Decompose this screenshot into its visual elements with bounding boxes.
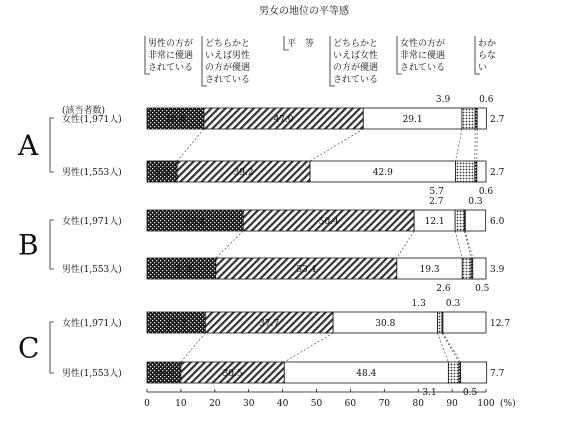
data-label: 8.9 <box>154 168 170 178</box>
data-label: 20.3 <box>171 265 192 275</box>
tick-label: 80 <box>412 399 424 409</box>
legend-item <box>330 36 378 86</box>
bar-row <box>62 197 505 231</box>
data-label: 12.7 <box>490 319 511 329</box>
legend-label-line: の方が優遇 <box>205 63 251 73</box>
data-label: 42.9 <box>372 168 393 178</box>
data-label: 3.1 <box>422 388 437 398</box>
legend-label-line: いえば女性 <box>333 51 379 61</box>
bar-row <box>62 258 505 294</box>
bar-segment <box>455 210 464 231</box>
row-label: 男性(1,553人) <box>62 265 122 275</box>
group-bracket <box>50 220 54 269</box>
bar-area <box>17 95 510 398</box>
legend-item <box>284 36 314 50</box>
legend-label-line: の方が優遇 <box>333 63 379 73</box>
group-b <box>18 197 505 294</box>
legend-label-line: 非常に優遇 <box>400 51 446 61</box>
connector-line <box>438 333 449 362</box>
connector-line <box>455 231 462 258</box>
connector-line <box>284 333 333 362</box>
tick-label: 60 <box>344 399 357 409</box>
legend-label-line: 平 等 <box>287 39 315 49</box>
connector-line <box>310 129 363 161</box>
legend-label-line: らな <box>478 51 497 61</box>
legend-label-line: 非常に優遇 <box>148 51 194 61</box>
row-label: 男性(1,553人) <box>62 369 122 379</box>
row-label: 男性(1,553人) <box>62 168 122 178</box>
data-label: 3.9 <box>435 95 451 105</box>
data-label: 5.7 <box>429 187 444 197</box>
group-letter: C <box>18 331 40 365</box>
group-c <box>18 299 510 398</box>
bar-segment <box>443 312 486 333</box>
legend-item <box>475 36 496 74</box>
data-label: 0.6 <box>479 95 494 105</box>
legend-label-line: 男性の方が <box>148 39 194 49</box>
bar-row <box>62 95 505 129</box>
row-label: 女性(1,971人) <box>62 115 122 125</box>
x-axis <box>144 389 515 409</box>
bar-row <box>62 161 505 197</box>
data-label: 2.7 <box>429 197 444 207</box>
data-label: 0.5 <box>475 284 490 294</box>
bar-segment <box>462 258 471 279</box>
connector-line <box>464 231 471 258</box>
legend-label-line: どちらかと <box>205 39 251 49</box>
connector-line <box>181 333 205 362</box>
legend-label-line: されている <box>333 75 379 85</box>
data-label: 19.3 <box>419 265 440 275</box>
legend-label-line: どちらかと <box>333 39 379 49</box>
tick-label: 0 <box>144 399 150 409</box>
legend-item <box>397 36 445 74</box>
group-bracket <box>50 118 54 172</box>
data-label: 29.1 <box>402 115 423 125</box>
respondents-header: (該当者数) <box>62 106 106 116</box>
data-label: 39.2 <box>233 168 254 178</box>
bar-segment <box>477 161 486 182</box>
row-label: 女性(1,971人) <box>62 217 122 227</box>
connector-line <box>465 231 472 258</box>
data-label: 17.2 <box>166 319 187 329</box>
x-axis-unit: (%) <box>500 399 516 409</box>
data-label: 12.1 <box>424 217 445 227</box>
legend-label-line: されている <box>400 63 446 73</box>
group-letter: A <box>18 129 39 162</box>
data-label: 28.4 <box>185 217 206 227</box>
group-bracket <box>50 322 54 373</box>
legend-label-line: されている <box>148 63 194 73</box>
legend-label-line: されている <box>205 75 251 85</box>
tick-label: 90 <box>446 399 458 409</box>
data-label: 30.5 <box>222 369 243 379</box>
bar-segment <box>455 161 474 182</box>
connector-line <box>455 129 461 161</box>
tick-label: 70 <box>378 399 391 409</box>
row-label: 女性(1,971人) <box>62 319 122 329</box>
bar-segment <box>448 362 459 383</box>
data-label: 37.7 <box>259 319 280 329</box>
chart-title: 男女の地位の平等感 <box>259 6 349 17</box>
bar-segment <box>462 108 475 129</box>
data-label: 30.8 <box>375 319 396 329</box>
bar-segment <box>461 362 487 383</box>
tick-label: 10 <box>175 399 187 409</box>
connector-line <box>397 231 414 258</box>
data-label: 7.7 <box>490 369 505 379</box>
bar-segment <box>438 312 442 333</box>
data-label: 10.0 <box>153 369 174 379</box>
connector-line <box>216 231 243 258</box>
connector-line <box>177 129 204 161</box>
data-label: 2.7 <box>490 168 505 178</box>
legend-item <box>202 36 250 86</box>
bar-segment <box>473 258 486 279</box>
tick-label: 20 <box>209 399 221 409</box>
connector-line <box>443 333 461 362</box>
data-label: 0.6 <box>478 187 494 197</box>
legend <box>145 36 496 86</box>
legend-item <box>145 36 193 74</box>
legend-label-line: 女性の方が <box>400 39 446 49</box>
tick-label: 100 <box>477 399 495 409</box>
data-label: 50.4 <box>318 217 339 227</box>
tick-label: 50 <box>310 399 323 409</box>
data-label: 0.3 <box>468 197 483 207</box>
data-label: 2.6 <box>436 284 451 294</box>
group-letter: B <box>18 228 39 262</box>
data-label: 2.7 <box>490 115 505 125</box>
data-label: 0.3 <box>445 299 461 309</box>
data-label: 53.4 <box>296 265 317 275</box>
data-label: 47.0 <box>273 115 294 125</box>
legend-label-line: わか <box>478 39 497 49</box>
data-label: 6.0 <box>490 217 505 227</box>
data-label: 48.4 <box>356 369 377 379</box>
legend-label-line: いえば男性 <box>205 51 251 61</box>
bar-row <box>62 299 510 333</box>
legend-label-line: い <box>478 63 488 73</box>
tick-label: 30 <box>242 399 255 409</box>
bar-segment <box>477 108 486 129</box>
data-label: 1.3 <box>411 299 426 309</box>
bar-segment <box>465 210 485 231</box>
bar-row <box>62 362 505 398</box>
data-label: 0.5 <box>462 388 478 398</box>
tick-label: 40 <box>276 399 289 409</box>
data-label: 16.8 <box>165 115 186 125</box>
connector-line <box>442 333 459 362</box>
data-label: 3.9 <box>490 265 505 275</box>
